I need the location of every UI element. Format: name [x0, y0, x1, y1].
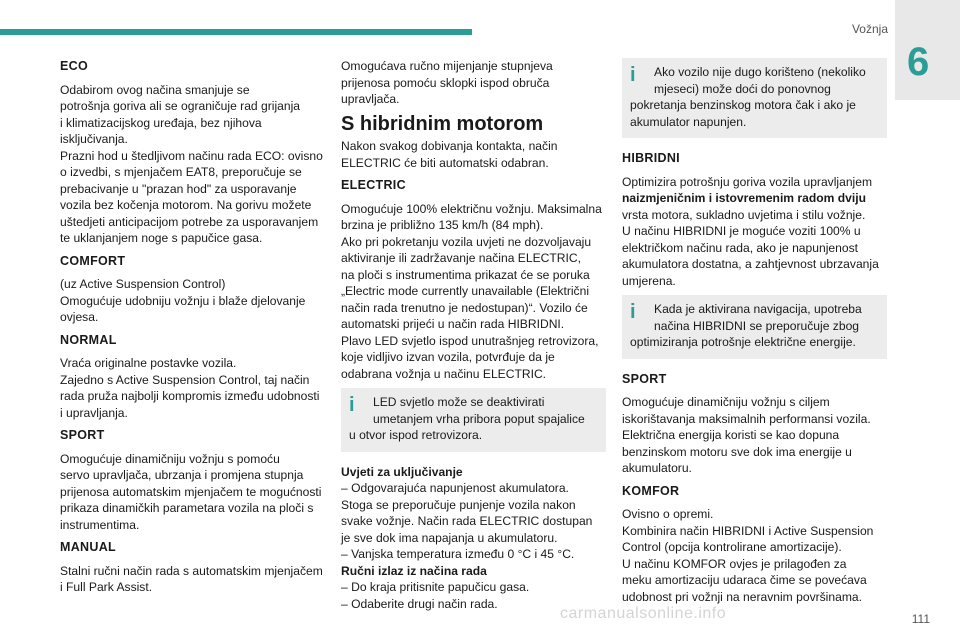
- text-line: na ploči s instrumentima prikazat će se poruka: [341, 267, 590, 282]
- text-line: optimiziranja potrošnje električne energije.: [630, 335, 856, 349]
- info-note-text: [630, 64, 879, 130]
- text-line: o izvedbi, s mjenjačem EAT8, preporučuje se: [60, 165, 302, 179]
- info-note-text: [349, 394, 598, 444]
- info-note-text: [630, 301, 879, 351]
- text-line: Stalni ručni način rada s automatskim mjenjačem: [60, 563, 323, 578]
- text-line: ovjesa.: [60, 310, 99, 324]
- text-line: Omogućuje dinamičniju vožnju s ciljem: [622, 395, 830, 409]
- info-note-led: [341, 388, 606, 452]
- column-2: [341, 58, 606, 618]
- sport-section: [60, 427, 325, 533]
- text-line: Control (opcija kontrolirane amortizacije).: [622, 540, 842, 554]
- text-line: udobnost pri vožnji na neravnim površinama.: [622, 589, 862, 604]
- chapter-number: 6: [907, 40, 930, 84]
- hybrid-heading: S hibridnim motorom: [341, 112, 544, 135]
- text-line: Odabirom ovog načina smanjuje se: [60, 82, 250, 97]
- text-line: Omogućuje dinamičniju vožnju s pomoću: [60, 451, 280, 466]
- info-icon: i: [630, 64, 636, 86]
- sport-hybrid-title: SPORT: [622, 371, 667, 386]
- text-line: naizmjeničnim i istovremenim radom dviju: [622, 191, 866, 205]
- text-line: pokretanja benzinskog motora čak i ako je: [630, 98, 856, 112]
- comfort-section: [60, 253, 325, 326]
- text-line: potrošnja goriva ali se ograničuje rad grijanja: [60, 99, 300, 113]
- normal-text: [60, 355, 325, 421]
- conditions-block: [341, 464, 606, 613]
- column-3: [622, 58, 887, 611]
- text-line: Nakon svakog dobivanja kontakta, način: [341, 139, 558, 153]
- text-line: vozila bez kočenja motorom. Na gorivu možete: [60, 198, 312, 212]
- text-line: upravljača.: [341, 92, 400, 106]
- text-line: akumulatoru.: [622, 461, 692, 475]
- komfor-text: [622, 506, 887, 605]
- exit-title: Ručni izlaz iz načina rada: [341, 563, 487, 578]
- eco-title: ECO: [60, 59, 88, 73]
- hibridni-text: [622, 174, 887, 290]
- sport-hybrid-text: [622, 394, 887, 477]
- text-line: instrumentima.: [60, 517, 140, 532]
- text-line: automatski prijeći u način rada HIBRIDNI.: [341, 317, 565, 331]
- text-line: Vraća originalne postavke vozila.: [60, 356, 237, 370]
- text-line: prikaza dinamičkih parametara vozila na ploči s: [60, 501, 314, 515]
- text-line: rada pruža najbolji kompromis između udobnosti: [60, 389, 320, 403]
- text-line: Optimizira potrošnju goriva vozila upravljanjem: [622, 174, 873, 189]
- column-1: [60, 58, 325, 602]
- hybrid-intro: [341, 138, 606, 171]
- watermark: carmanualsonline.info: [560, 605, 727, 622]
- hibridni-title: HIBRIDNI: [622, 151, 680, 165]
- text-line: i klimatizacijskog uređaja, bez njihova: [60, 115, 262, 130]
- text-line: iskorištavanja maksimalnih performansi vozila.: [622, 411, 871, 426]
- text-line: benzinskom motoru sve dok ima energije u: [622, 444, 852, 459]
- section-title: Vožnja: [851, 22, 888, 36]
- text-line: – Vanjska temperatura između 0 °C i 45 °C.: [341, 547, 575, 561]
- text-line: ELECTRIC će biti automatski odabran.: [341, 155, 549, 170]
- normal-title: NORMAL: [60, 332, 117, 347]
- text-line: akumulatora dostatna, a zahtjevnost ubrzavanja: [622, 257, 879, 271]
- text-line: u otvor ispod retrovizora.: [349, 428, 483, 442]
- text-line: LED svjetlo može se deaktivirati: [373, 395, 545, 409]
- text-line: je sve dok ima napajanja u akumulatoru.: [341, 530, 558, 545]
- text-line: U načinu KOMFOR ovjes je prilagođen za: [622, 556, 847, 571]
- text-line: Prazni hod u štedljivom načinu rada ECO: ovisno: [60, 148, 323, 163]
- text-line: prijenosa automatskim mjenjačem te mogućnosti: [60, 484, 322, 499]
- text-line: i Full Park Assist.: [60, 580, 153, 594]
- comfort-title: COMFORT: [60, 253, 126, 268]
- info-note-navigation: [622, 295, 887, 359]
- text-line: brzina je približno 135 km/h (84 mph).: [341, 218, 544, 232]
- page-number: 111: [911, 612, 930, 626]
- info-icon: i: [349, 394, 355, 416]
- sport-title: SPORT: [60, 428, 105, 442]
- text-line: prijenosa pomoću sklopki ispod obruča: [341, 75, 550, 90]
- text-line: Zajedno s Active Suspension Control, taj način: [60, 372, 310, 387]
- text-line: umetanjem vrha pribora poput spajalice: [373, 411, 585, 426]
- sport-text: [60, 451, 325, 534]
- text-line: uštedjeti anticipacijom potrebe za usporavanjem: [60, 214, 319, 229]
- text-line: U načinu HIBRIDNI je moguće voziti 100% u: [622, 224, 861, 238]
- manual-continued-text: [341, 58, 606, 108]
- text-line: električkom načinu rada, ako je napunjenost: [622, 240, 858, 255]
- text-line: prebacivanje u "prazan hod" za usporavanje: [60, 181, 297, 196]
- eco-text: [60, 82, 325, 247]
- text-line: koje vidljivo izvan vozila, potvrđuje da je: [341, 350, 555, 364]
- header-accent-bar: [0, 29, 472, 35]
- text-line: vrsta motora, sukladno uvjetima i stilu vožnje.: [622, 207, 866, 222]
- manual-text: [60, 563, 325, 596]
- eco-section: [60, 58, 325, 247]
- text-line: Ako pri pokretanju vozila uvjeti ne dozvoljavaju: [341, 234, 592, 249]
- text-line: te uklanjanjem noge s papučice gasa.: [60, 231, 263, 245]
- text-line: i upravljanja.: [60, 405, 128, 420]
- text-line: Stoga se preporučuje punjenje vozila nakon: [341, 497, 576, 512]
- text-line: (uz Active Suspension Control): [60, 277, 226, 291]
- text-line: servo upravljača, ubrzanja i promjena stupnja: [60, 468, 304, 482]
- chapter-tab: [895, 0, 960, 100]
- text-line: Kada je aktivirana navigacija, upotreba: [654, 302, 862, 316]
- info-icon: i: [630, 301, 636, 323]
- text-line: aktiviranje ili zadržavanje načina ELECTRIC,: [341, 251, 581, 265]
- komfor-title: KOMFOR: [622, 483, 680, 498]
- comfort-text: [60, 276, 325, 326]
- text-line: način rada trenutno je nedostupan)“. Vozilo će: [341, 300, 588, 315]
- text-line: – Do kraja pritisnite papučicu gasa.: [341, 580, 530, 594]
- manual-section: [60, 539, 325, 596]
- text-line: Omogućava ručno mijenjanje stupnjeva: [341, 59, 553, 73]
- text-line: meku amortizaciju udaraca čime se povećava: [622, 573, 867, 587]
- text-line: Električna energija koristi se kao dopuna: [622, 428, 840, 442]
- text-line: Plavo LED svjetlo ispod unutrašnjeg retrovizora,: [341, 333, 599, 348]
- text-line: isključivanja.: [60, 132, 128, 146]
- text-line: načina HIBRIDNI se preporučuje zbog: [654, 318, 860, 333]
- text-line: svake vožnje. Način rada ELECTRIC dostupan: [341, 514, 593, 528]
- info-note-battery: [622, 58, 887, 138]
- text-line: Ako vozilo nije dugo korišteno (nekoliko: [654, 65, 866, 79]
- text-line: akumulator napunjen.: [630, 114, 747, 129]
- normal-section: [60, 332, 325, 422]
- text-line: Omogućuje udobniju vožnju i blaže djelovanje: [60, 293, 306, 308]
- manual-title: MANUAL: [60, 540, 116, 554]
- text-line: odabrana vožnja u načinu ELECTRIC.: [341, 366, 547, 381]
- text-line: mjeseci) može doći do ponovnog: [654, 81, 831, 96]
- text-line: Omogućuje 100% električnu vožnju. Maksimalna: [341, 201, 602, 216]
- text-line: – Odgovarajuća napunjenost akumulatora.: [341, 481, 569, 495]
- text-line: Kombinira način HIBRIDNI i Active Suspension: [622, 523, 874, 538]
- conditions-title: Uvjeti za uključivanje: [341, 464, 463, 479]
- text-line: „Electric mode currently unavailable (Električni: [341, 284, 590, 298]
- text-line: umjerena.: [622, 273, 676, 288]
- electric-title: ELECTRIC: [341, 178, 406, 192]
- electric-text: [341, 201, 606, 383]
- text-line: Ovisno o opremi.: [622, 507, 714, 521]
- text-line: – Odaberite drugi način rada.: [341, 596, 498, 611]
